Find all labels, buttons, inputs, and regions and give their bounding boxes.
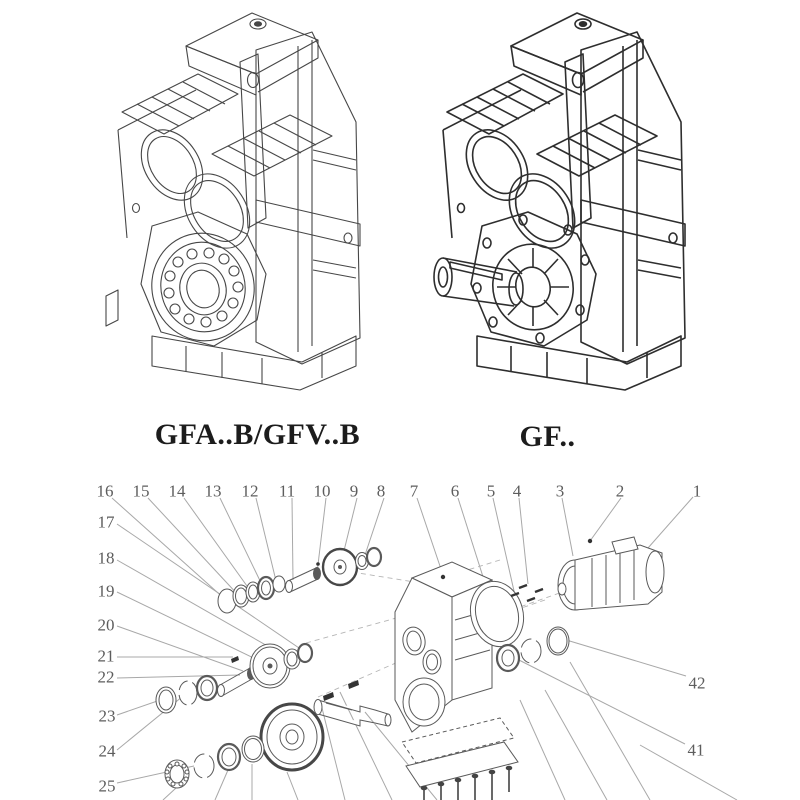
callout-24: 24 xyxy=(98,741,116,761)
callout-7: 7 xyxy=(409,481,419,501)
callout-15: 15 xyxy=(132,481,150,501)
snap-ring xyxy=(521,639,541,663)
callout-1: 1 xyxy=(692,481,702,501)
callout-22: 22 xyxy=(97,667,115,687)
callout-41: 41 xyxy=(687,740,705,760)
callout-10: 10 xyxy=(313,481,331,501)
callout-23: 23 xyxy=(98,706,116,726)
motor-assembly xyxy=(463,537,664,671)
cooling-fins xyxy=(462,82,550,126)
callout-11: 11 xyxy=(278,481,296,501)
callout-21: 21 xyxy=(97,646,115,666)
input-bores xyxy=(129,118,263,260)
callout-19: 19 xyxy=(97,581,115,601)
motor-key xyxy=(588,539,592,543)
callout-18: 18 xyxy=(97,548,115,568)
callout-3: 3 xyxy=(555,481,565,501)
callout-6: 6 xyxy=(450,481,460,501)
snap-ring xyxy=(194,754,214,778)
snap-ring xyxy=(179,681,197,705)
callout-12: 12 xyxy=(241,481,259,501)
model-caption-gf: GF.. xyxy=(519,420,576,453)
rib-hole xyxy=(573,73,584,88)
mounting-feet xyxy=(152,336,356,390)
callout-8: 8 xyxy=(376,481,386,501)
housing-body xyxy=(256,32,360,364)
callout-5: 5 xyxy=(486,481,496,501)
key xyxy=(323,692,334,701)
housing-body xyxy=(581,32,685,364)
input-bores xyxy=(454,118,588,260)
gearbox-drawing-gfab xyxy=(106,13,360,390)
callout-25: 25 xyxy=(98,776,116,796)
callout-2: 2 xyxy=(615,481,625,501)
housing-bolt xyxy=(441,575,445,579)
exploded-view xyxy=(0,480,800,800)
callout-13: 13 xyxy=(204,481,222,501)
model-caption-gfab: GFA..B/GFV..B xyxy=(154,418,361,451)
rib-hole xyxy=(248,73,259,88)
callout-14: 14 xyxy=(168,481,186,501)
mounting-feet xyxy=(477,336,681,390)
bearing-cage-spokes xyxy=(497,248,569,326)
exploded-drawing xyxy=(0,480,800,800)
callout-42: 42 xyxy=(688,673,706,693)
callout-16: 16 xyxy=(96,481,114,501)
callout-9: 9 xyxy=(349,481,359,501)
callout-4: 4 xyxy=(512,481,522,501)
output-shaft xyxy=(434,258,523,306)
ball-bearing xyxy=(165,760,189,788)
gearbox-drawing-gf xyxy=(434,13,685,390)
callout-20: 20 xyxy=(97,615,115,635)
callout-17: 17 xyxy=(97,512,115,532)
output-flange xyxy=(471,212,596,346)
cooling-fins xyxy=(137,82,225,126)
